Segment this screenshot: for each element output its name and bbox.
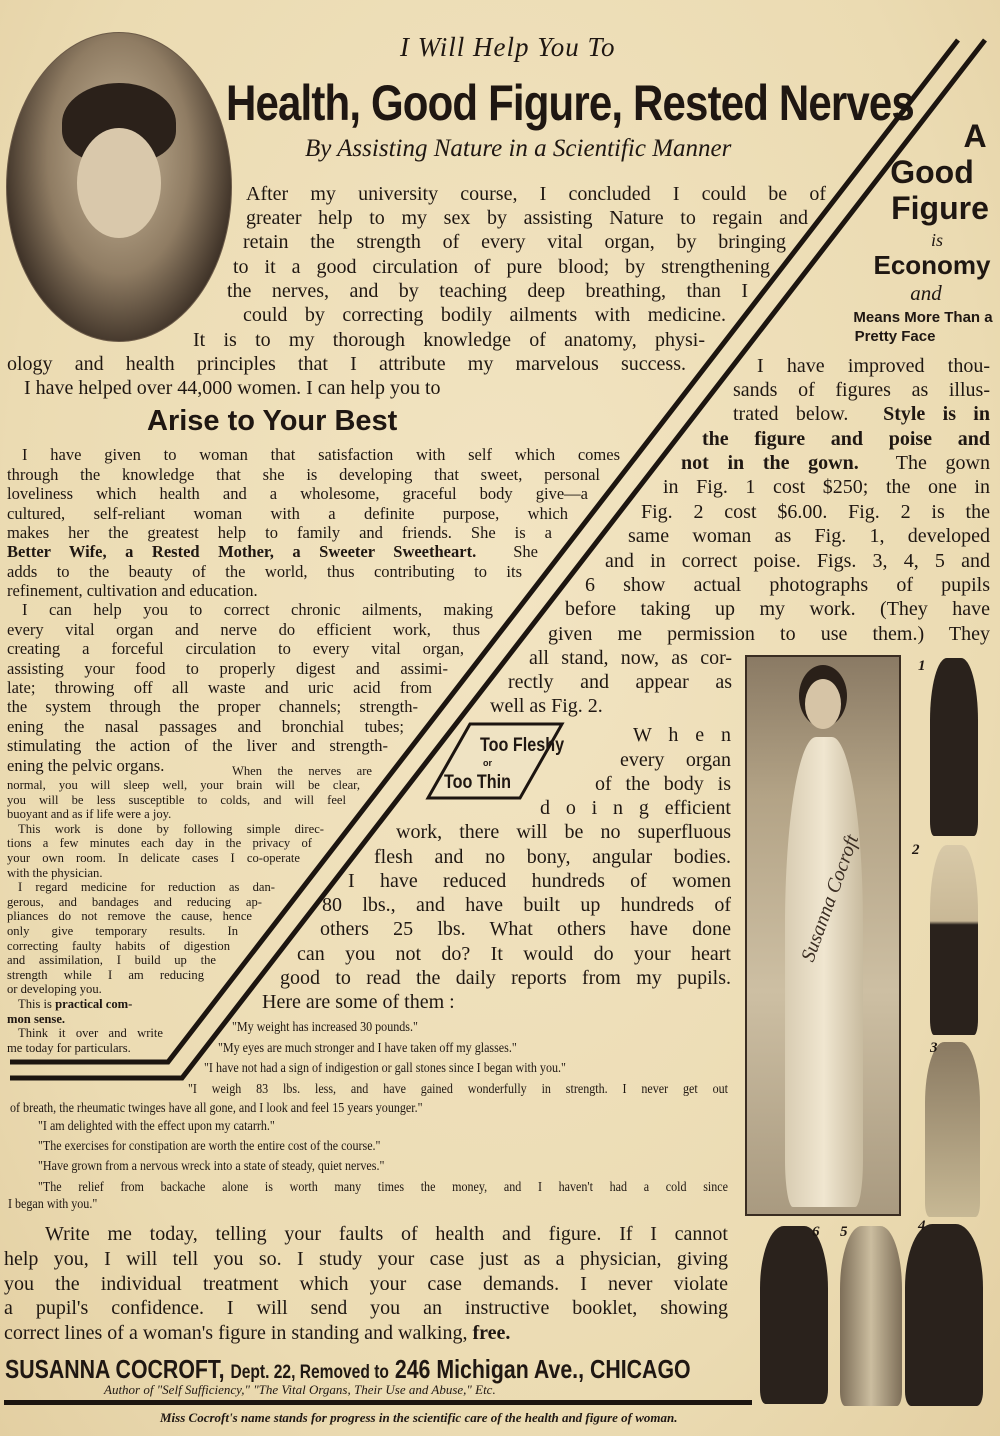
intro-text-line: retain the strength of every vital organ, by bringing <box>243 232 786 253</box>
small-text-line: This work is done by following simple direc- <box>18 823 324 836</box>
closing-text-line: Write me today, telling your faults of health and figure. If I cannot <box>45 1224 728 1245</box>
small-text-line: pliances do not remove the cause, hence <box>7 910 252 923</box>
right-text-line <box>733 404 990 427</box>
right-text-line: well as Fig. 2. <box>490 695 603 717</box>
sidebar-heading-pretty-face: Pretty Face <box>854 328 936 345</box>
when-text-line: d o i n g efficient <box>540 798 731 819</box>
small-text-line: Think it over and write <box>18 1027 163 1040</box>
when-text-line: Here are some of them : <box>262 991 455 1013</box>
small-text-segment: practical com- <box>55 997 133 1011</box>
sidebar-heading-economy: Economy <box>873 250 991 280</box>
left-text-line: cultured, self-reliant woman with a definite purpose, which <box>7 506 568 523</box>
left-text-line: ening the pelvic organs. <box>7 756 165 775</box>
intro-text-line: I have helped over 44,000 women. I can help you to <box>24 377 441 399</box>
sidebar-heading-good: Good <box>890 154 974 190</box>
figure-4-photo <box>905 1224 983 1406</box>
right-text-line: sands of figures as illus- <box>733 380 990 401</box>
small-text-line: your own room. In delicate cases I co-operate <box>7 852 300 865</box>
intro-text-line: greater help to my sex by assisting Nature to regain and <box>246 208 808 229</box>
figure-2-photo <box>745 655 901 1216</box>
left-text-line: stimulating the action of the liver and strength- <box>7 738 388 755</box>
testimonials-text-line: "My weight has increased 30 pounds." <box>232 1019 418 1034</box>
sidebar-heading-is: is <box>930 230 943 250</box>
testimonials-text-line: "The relief from backache alone is worth many times the money, and I haven't had a cold since <box>38 1180 728 1194</box>
footer-street: 246 Michigan Ave., CHICAGO <box>394 1354 691 1384</box>
sidebar-heading-figure: Figure <box>891 190 989 226</box>
testimonials-text-line: "My eyes are much stronger and I have taken off my glasses." <box>218 1040 517 1055</box>
small-text-segment: mon sense. <box>7 1012 66 1026</box>
right-text-line <box>681 453 990 476</box>
sidebar-heading-means: Means More Than a <box>853 309 993 326</box>
right-text-segment: the figure and poise and <box>702 429 990 450</box>
right-text-line: given me permission to use them.) They <box>548 624 990 645</box>
when-text-line: W h e n <box>633 725 731 746</box>
figure-label-2: 2 <box>912 842 920 858</box>
right-text-line: and in correct poise. Figs. 3, 4, 5 and <box>605 551 990 572</box>
right-text-line: I have improved thou- <box>757 356 990 377</box>
figure-label-6: 6 <box>812 1224 820 1240</box>
figure-label-5: 5 <box>840 1224 848 1240</box>
footer-name: SUSANNA COCROFT, <box>5 1354 225 1384</box>
callout-too-fleshy: Too Fleshy <box>480 735 565 756</box>
small-text-line: tions a few minutes each day in the privacy of <box>7 837 312 850</box>
right-text-line <box>702 429 990 452</box>
callout-too-thin: Too Thin <box>444 772 511 793</box>
right-text-line: in Fig. 1 cost $250; the one in <box>663 477 990 498</box>
figure-3-photo <box>925 1042 980 1217</box>
left-text-segment: She <box>476 544 538 561</box>
small-text-line: me today for particulars. <box>7 1041 131 1055</box>
testimonials-text-line: I began with you." <box>8 1196 98 1211</box>
intro-text-line: the nerves, and by teaching deep breathing, than I <box>227 281 748 302</box>
figure-label-1: 1 <box>918 658 926 674</box>
left-text-segment: Better Wife, a Rested Mother, a Sweeter Sweetheart. <box>7 544 477 561</box>
sidebar-heading-a: A <box>963 118 987 154</box>
intro-text-line: to it a good circulation of pure blood; by strengthening <box>233 257 770 278</box>
figure-5-photo <box>840 1226 902 1406</box>
small-text-line: normal, you will sleep well, your brain will be clear, <box>7 779 360 792</box>
left-text-line: I have given to woman that satisfaction with self which comes <box>22 447 620 464</box>
when-text-line: good to read the daily reports from my pupils. <box>280 968 731 989</box>
footer-dept: Dept. 22, Removed to <box>230 1362 389 1383</box>
when-text-line: flesh and no bony, angular bodies. <box>374 847 731 868</box>
small-text-line: correcting faulty habits of digestion <box>7 940 230 953</box>
figure-label-4: 4 <box>918 1218 926 1234</box>
left-text-line: adds to the beauty of the world, thus contributing to its <box>7 564 522 581</box>
left-text-line: the system through the proper channels; strength- <box>7 699 418 716</box>
left-text-line: every vital organ and nerve do efficient work, thus <box>7 622 480 639</box>
left-text-line: makes her the greatest help to family and friends. She is a <box>7 525 552 542</box>
small-text-line: gerous, and bandages and reducing ap- <box>7 896 262 909</box>
testimonials-text-line: of breath, the rheumatic twinges have all gone, and I look and feel 15 years younger." <box>10 1100 423 1115</box>
left-text-line: loveliness which health and a wholesome, graceful body give—a <box>7 486 588 503</box>
testimonials-text-line: "Have grown from a nervous wreck into a state of steady, quiet nerves." <box>38 1158 385 1173</box>
closing-text-segment: free. <box>472 1322 511 1344</box>
when-text-line: others 25 lbs. What others have done <box>320 919 731 940</box>
right-text-segment: Style is in <box>883 404 990 425</box>
right-text-line: Fig. 2 cost $6.00. Fig. 2 is the <box>641 502 990 523</box>
subheadline: By Assisting Nature in a Scientific Manner <box>305 135 732 162</box>
left-text-line: assisting your food to properly digest and assimi- <box>7 661 448 678</box>
headline: Health, Good Figure, Rested Nerves <box>226 75 914 131</box>
small-text-line: only give temporary results. In <box>7 925 238 938</box>
right-text-segment: trated below. <box>733 404 884 425</box>
left-text-line: through the knowledge that she is developing that sweet, personal <box>7 467 600 484</box>
closing-text-line: help you, I will tell you so. I study your case just as a physician, giving <box>4 1249 728 1270</box>
testimonials-text-line: "I weigh 83 lbs. less, and have gained wonderfully in strength. I never get out <box>188 1082 728 1096</box>
left-text-line: ening the nasal passages and bronchial tubes; <box>7 719 404 736</box>
closing-text-line: you the individual treatment which your case demands. I never violate <box>4 1274 728 1295</box>
figure-1-photo <box>930 658 978 836</box>
small-text-line: strength while I am reducing <box>7 969 204 982</box>
small-text-line: and assimilation, I build up the <box>7 954 216 967</box>
footer-author-line: Author of "Self Sufficiency," "The Vital Organs, Their Use and Abuse," Etc. <box>104 1382 496 1397</box>
intro-text-line: could by correcting bodily ailments with medicine. <box>243 305 726 326</box>
small-text-line: When the nerves are <box>232 765 372 778</box>
testimonials-text-line: "I am delighted with the effect upon my catarrh." <box>38 1118 275 1133</box>
right-text-line: before taking up my work. (They have <box>565 599 990 620</box>
section-heading-arise: Arise to Your Best <box>147 405 398 437</box>
small-text-line: you will be less susceptible to colds, and will feel <box>7 794 346 807</box>
left-text-line: refinement, cultivation and education. <box>7 581 258 600</box>
left-text-line: late; throwing off all waste and uric acid from <box>7 680 432 697</box>
left-text-line <box>7 544 538 563</box>
small-text-line: I regard medicine for reduction as dan- <box>18 881 275 894</box>
when-text-line: work, there will be no superfluous <box>396 822 731 843</box>
left-text-line: I can help you to correct chronic ailments, making <box>22 602 493 619</box>
small-text-line <box>7 1013 65 1026</box>
small-text-line: with the physician. <box>7 866 103 880</box>
when-text-line: of the body is <box>595 774 731 795</box>
right-text-line: rectly and appear as <box>508 672 732 693</box>
intro-text-line: After my university course, I concluded I could be of <box>246 184 826 205</box>
footer-tagline: Miss Cocroft's name stands for progress in the scientific care of the health and figure of woman. <box>160 1410 678 1425</box>
figure-label-3: 3 <box>930 1040 938 1056</box>
intro-text-line: It is to my thorough knowledge of anatomy, physi- <box>193 330 705 351</box>
figure-2-small-photo <box>930 845 978 1035</box>
sidebar-heading-and: and <box>910 281 942 305</box>
left-text-line: creating a forceful circulation to every vital organ, <box>7 641 464 658</box>
right-text-segment: The gown <box>858 453 990 474</box>
closing-text-line <box>4 1323 510 1343</box>
closing-text-line: a pupil's confidence. I will send you an instructive booklet, showing <box>4 1298 728 1319</box>
signature: Susanna Cocroft <box>797 831 864 965</box>
small-text-line: buoyant and as if life were a joy. <box>7 807 172 821</box>
gown <box>785 737 863 1207</box>
right-text-line: same woman as Fig. 1, developed <box>628 526 990 547</box>
figure-6-photo <box>760 1226 828 1404</box>
closing-text-segment: correct lines of a woman's figure in standing and walking, <box>4 1322 473 1344</box>
right-text-segment: not in the gown. <box>681 453 859 474</box>
footer-address <box>5 1354 691 1385</box>
model-head <box>805 679 841 729</box>
right-text-line: 6 show actual photographs of pupils <box>585 575 990 596</box>
testimonials-text-line: "I have not had a sign of indigestion or gall stones since I began with you." <box>204 1060 566 1075</box>
when-text-line: 80 lbs., and have built up hundreds of <box>322 895 731 916</box>
kicker-text: I Will Help You To <box>400 32 616 62</box>
small-text-line: or developing you. <box>7 982 102 996</box>
small-text-line <box>18 998 132 1011</box>
when-text-line: can you not do? It would do your heart <box>297 944 731 965</box>
right-text-line: all stand, now, as cor- <box>529 648 732 669</box>
intro-text-line: ology and health principles that I attribute my marvelous success. <box>7 354 686 375</box>
footer-rule <box>4 1400 752 1405</box>
small-text-segment: This is <box>18 997 56 1011</box>
testimonials-text-line: "The exercises for constipation are worth the entire cost of the course." <box>38 1138 381 1153</box>
callout-or: or <box>483 758 492 768</box>
when-text-line: I have reduced hundreds of women <box>348 871 731 892</box>
when-text-line: every organ <box>620 750 731 771</box>
